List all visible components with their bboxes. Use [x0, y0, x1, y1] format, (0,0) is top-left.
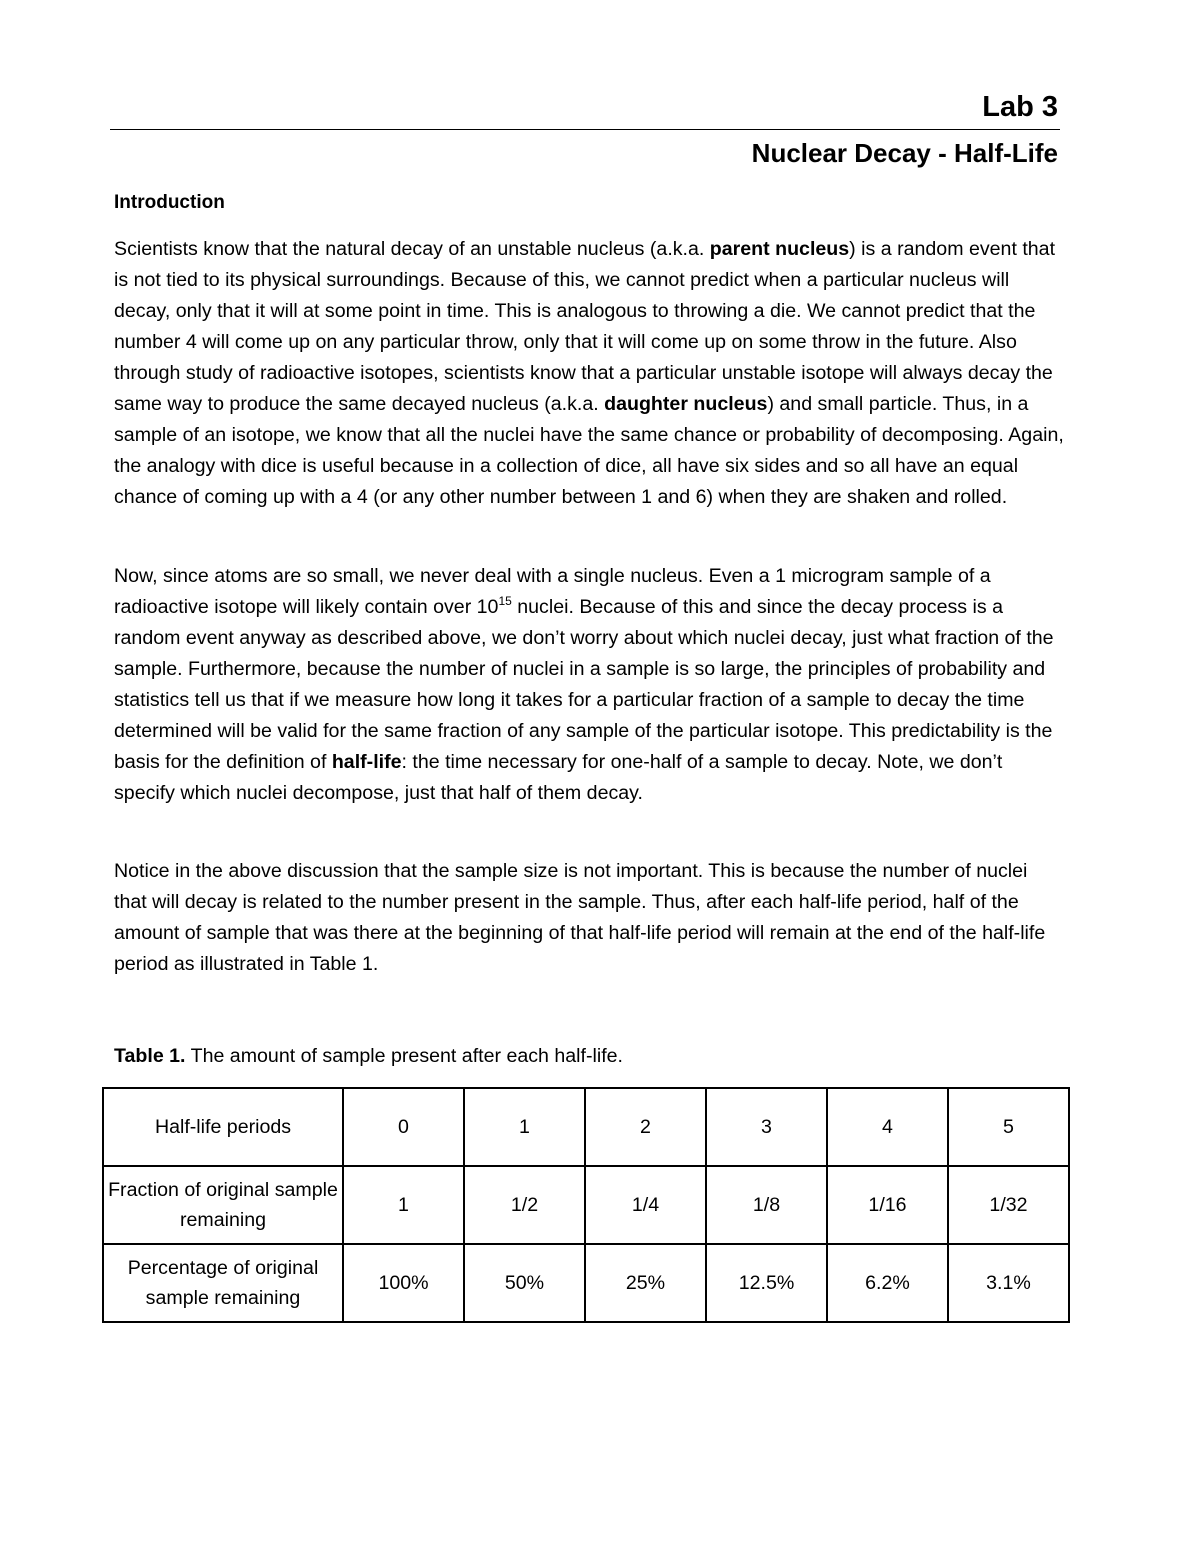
term-daughter-nucleus: daughter nucleus	[604, 393, 768, 415]
lab-number-heading: Lab 3	[982, 91, 1058, 123]
table-cell: 1/16	[827, 1166, 948, 1244]
table-cell: 3.1%	[948, 1244, 1069, 1322]
title-divider	[110, 129, 1060, 130]
table-cell: 25%	[585, 1244, 706, 1322]
paragraph-text: ) and small particle. Thus, in a sample of an isotope, we know that all the nuclei have the same chance or probability of decomposing. Again, the analogy with dice is useful because in a collection of dice, all have six sides and so all have an equal chance of coming up with a 4 (or any other number between 1 and 6) when they are shaken and rolled.	[114, 393, 1064, 508]
paragraph-intro-2	[114, 561, 1064, 809]
paragraph-text: nuclei. Because of this and since the decay process is a random event anyway as described above, we don’t worry about which nuclei decay, just what fraction of the sample. Furthermore, because the number of nuclei in a sample is so large, the principles of probability and statistics tell us that if we measure how long it takes for a particular fraction of a sample to decay the time determined will be valid for the same fraction of any sample of the particular isotope. This predictability is the basis for the definition of	[114, 596, 1054, 773]
table-caption-text: The amount of sample present after each half-life.	[185, 1045, 623, 1067]
paragraph-intro-1	[114, 234, 1064, 513]
exponent: 15	[498, 594, 512, 608]
term-half-life: half-life	[331, 751, 402, 773]
table-cell: 1	[464, 1088, 585, 1166]
table-caption-label: Table 1.	[114, 1045, 186, 1067]
table-cell: 100%	[343, 1244, 464, 1322]
table-cell: 3	[706, 1088, 827, 1166]
table-cell: 1	[343, 1166, 464, 1244]
table-cell: 5	[948, 1088, 1069, 1166]
paragraph-text: ) is a random event that is not tied to its physical surroundings. Because of this, we cannot predict when a particular nucleus will decay, only that it will at some point in time. This is analogous to throwing a die. We cannot predict that the number 4 will come up on any particular throw, only that it will come up on some throw in the future. Also through study of radioactive isotopes, scientists know that a particular unstable isotope will always decay the same way to produce the same decayed nucleus (a.k.a.	[114, 238, 1056, 415]
table-row-fraction-remaining	[103, 1166, 1069, 1244]
paragraph-text: Now, since atoms are so small, we never deal with a single nucleus. Even a 1 microgram sample of a radioactive isotope will likely contain over 10	[114, 565, 991, 618]
table-cell: 0	[343, 1088, 464, 1166]
paragraph-text: : the time necessary for one-half of a sample to decay. Note, we don’t specify which nuclei decompose, just that half of them decay.	[114, 751, 1003, 804]
section-heading-introduction: Introduction	[114, 192, 225, 213]
paragraph-intro-3: Notice in the above discussion that the sample size is not important. This is because the number of nuclei that will decay is related to the number present in the sample. Thus, after each half-life period, half of the amount of sample that was there at the beginning of that half-life period will remain at the end of the half-life period as illustrated in Table 1.	[114, 860, 1046, 975]
table-cell: 12.5%	[706, 1244, 827, 1322]
document-title: Nuclear Decay - Half-Life	[751, 138, 1058, 168]
half-life-table	[102, 1087, 1070, 1323]
row-label: Half-life periods	[103, 1088, 343, 1166]
term-parent-nucleus: parent nucleus	[709, 238, 850, 260]
table-cell: 1/2	[464, 1166, 585, 1244]
table-cell: 6.2%	[827, 1244, 948, 1322]
table-cell: 4	[827, 1088, 948, 1166]
table-row-half-life-periods	[103, 1088, 1069, 1166]
row-label: Percentage of original sample remaining	[103, 1244, 343, 1322]
table-cell: 50%	[464, 1244, 585, 1322]
table-cell: 2	[585, 1088, 706, 1166]
table-caption	[114, 1041, 623, 1071]
row-label: Fraction of original sample remaining	[103, 1166, 343, 1244]
table-cell: 1/32	[948, 1166, 1069, 1244]
table-cell: 1/8	[706, 1166, 827, 1244]
paragraph-text: Scientists know that the natural decay of an unstable nucleus (a.k.a.	[114, 238, 710, 260]
table-cell: 1/4	[585, 1166, 706, 1244]
table-row-percentage-remaining	[103, 1244, 1069, 1322]
